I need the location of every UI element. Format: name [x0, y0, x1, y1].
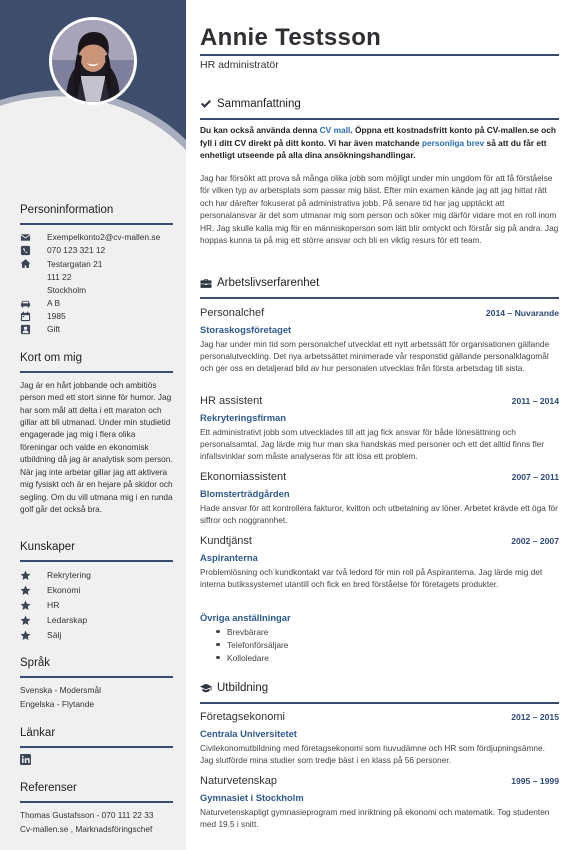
star-icon — [20, 630, 31, 641]
other-jobs-title: Övriga anställningar — [200, 612, 291, 623]
skills-section — [20, 539, 173, 643]
reference-item: Thomas Gustafsson - 070 111 22 33 — [20, 809, 154, 820]
city-row — [20, 283, 173, 296]
personal-info-section — [20, 202, 173, 336]
personliga-brev-link[interactable]: personliga brev — [421, 137, 485, 148]
summary-heading — [200, 96, 559, 120]
education-description: Civilekonomutbildning med företagsekonomi som huvudämne och HR som fördjupningsämne. Jag slutförde mina studier som tredje bäst i en klass på 56 personer. — [200, 742, 545, 765]
languages-section — [20, 655, 173, 712]
birth-year-text: 1985 — [47, 311, 66, 322]
job-entry — [200, 394, 559, 463]
about-text: Jag är en hårt jobbande och ambitiös person med ett stort sinne för humor. Jag har som mål att delta i ett maraton och gillar att bli utmanad. Under min studietid engagerade jag mig i flera olika föreningar och valde en ekonomisk utbildning då jag är analytisk som person. När jag inte arbetar gillar jag att aktivera mig fysiskt och är en hejare på skidor och segling. Om du vill utmana mig i en runda golf går det också bra. — [20, 379, 173, 515]
summary-intro: Du kan också använda denna CV mall. Öppna ett kostnadsfritt konto på CV-mallen.se och fyll i ditt CV direkt på ditt konto. Vi har även matchande personliga brev så att du får ett enhetligt utseende på alla dina ansökningshandlingar. — [200, 125, 557, 161]
education-heading — [200, 680, 559, 704]
skill-item: HR — [20, 598, 173, 613]
job-description: Ett administrativt jobb som utvecklades till att jag fick ansvar för både lönesättning och personalsamtal. Jag lärde mig hur man ska handskas med personer och ett det alltid finns fler infallsvinklar som måste analyseras för att lösa ett problem. — [200, 426, 545, 462]
graduation-cap-icon — [200, 682, 212, 694]
linkedin-icon[interactable] — [20, 754, 31, 765]
briefcase-icon — [200, 277, 212, 289]
language-item: Svenska - Modersmål — [20, 684, 101, 695]
user-icon — [20, 324, 47, 335]
links-title: Länkar — [20, 725, 173, 748]
education-school: Centrala Universitetet — [200, 727, 297, 739]
education-date: 2012 – 2015 — [511, 712, 559, 722]
home-icon — [20, 258, 47, 269]
education-entry — [200, 710, 559, 766]
star-icon — [20, 600, 31, 611]
civil-status-text: Gift — [47, 324, 61, 335]
about-title: Kort om mig — [20, 350, 173, 373]
job-employer: Storaskogsföretaget — [200, 323, 292, 335]
education-description: Naturvetenskapligt gymnasieprogram med inriktning på ekonomi och matematik. Tog studenten med 19.5 i snitt. — [200, 806, 550, 829]
list-item: Brevbärare — [216, 626, 559, 639]
phone-row — [20, 244, 173, 257]
calendar-icon — [20, 311, 47, 322]
other-jobs-list — [216, 626, 559, 665]
phone-text: 070 123 321 12 — [47, 245, 106, 256]
profile-photo — [52, 20, 134, 102]
job-date: 2007 – 2011 — [511, 472, 559, 482]
job-title: Personalchef — [200, 307, 265, 319]
summary-text: Jag har försökt att prova så många olika jobb som möjligt under min ungdom för att få förståelse för vilken typ av arbetsplats som passar mig bäst. Efter min examen kände jag att jag hittat rätt och har därefter fokuserat på administrativa jobb. På senare tid har jag upptäckt att personalansvar är det som utmanar mig som person och söker mig därför vidare mot en roll inom HR. Jag skulle kalla mig för en människoperson som lätt blir omtyckt och förstår sig på andra. Jag hoppas kunna ta på mig ett större ansvar och bli en viktig resurs för ett team. — [200, 173, 559, 246]
skill-item: Ekonomi — [20, 583, 173, 598]
links-section — [20, 725, 173, 765]
birth-year-row — [20, 310, 173, 323]
references-title: Referenser — [20, 780, 173, 803]
job-title: Kundtjänst — [200, 535, 252, 547]
star-icon — [20, 585, 31, 596]
other-jobs — [200, 611, 559, 665]
job-date: 2011 – 2014 — [511, 396, 559, 406]
name-divider — [200, 54, 559, 56]
star-icon — [20, 570, 31, 581]
civil-status-row — [20, 323, 173, 336]
personal-info-title: Personinformation — [20, 202, 173, 225]
job-employer: Blomsterträdgården — [200, 487, 290, 499]
skill-item: Sälj — [20, 628, 173, 643]
email-text[interactable]: Exempelkonto2@cv-mallen.se — [47, 232, 161, 243]
postal-code-text: 111 22 — [47, 271, 72, 282]
languages-title: Språk — [20, 655, 173, 678]
education-date: 1995 – 1999 — [511, 776, 559, 786]
education-title: Utbildning — [217, 682, 269, 694]
license-row — [20, 297, 173, 310]
city-text: Stockholm — [47, 284, 87, 295]
car-icon — [20, 298, 47, 309]
job-title: Ekonomiassistent — [200, 471, 287, 483]
job-date: 2002 – 2007 — [511, 536, 559, 546]
skill-item: Rekrytering — [20, 568, 173, 583]
email-row — [20, 231, 173, 244]
person-name: Annie Testsson — [200, 24, 382, 51]
avatar — [49, 17, 137, 105]
list-item: Kolloledare — [216, 652, 559, 665]
checkmark-icon — [200, 98, 212, 110]
education-school: Gymnasiet i Stockholm — [200, 791, 304, 803]
skill-item: Ledarskap — [20, 613, 173, 628]
cv-mall-link[interactable]: CV mall — [319, 125, 351, 135]
job-title: HR assistent — [200, 395, 263, 407]
about-section — [20, 350, 173, 515]
skills-title: Kunskaper — [20, 539, 173, 562]
job-role: HR administratör — [200, 59, 279, 71]
experience-heading — [200, 275, 559, 299]
job-entry — [200, 306, 559, 375]
job-employer: Aspiranterna — [200, 551, 258, 563]
job-entry — [200, 534, 559, 590]
references-section — [20, 780, 173, 837]
summary-title: Sammanfattning — [217, 98, 301, 110]
street-text: Testargatan 21 — [47, 258, 103, 269]
list-item: Telefonförsäljare — [216, 639, 559, 652]
job-employer: Rekryteringsfirman — [200, 411, 286, 423]
address-row — [20, 257, 173, 270]
education-entry — [200, 774, 559, 830]
job-description: Problemlösning och kundkontakt var två ledord för min roll på Aspiranterna. Jag lärde mig det interna butikssystemet utantill och fick en bred förståelse för företagets produkter. — [200, 566, 543, 589]
license-text: A B — [47, 298, 61, 309]
postal-row — [20, 270, 173, 283]
phone-icon — [20, 245, 47, 256]
reference-item: Cv-mallen.se , Marknadsföringschef — [20, 823, 153, 834]
experience-title: Arbetslivserfarenhet — [217, 277, 320, 289]
job-description: Hade ansvar för att kontrollera fakturor, kvitton och utbetalning av löner. Arbetet krävde ett öga för siffror och noggrannhet. — [200, 502, 558, 525]
language-item: Engelska - Flytande — [20, 698, 95, 709]
job-date: 2014 – Nuvarande — [485, 308, 559, 318]
star-icon — [20, 615, 31, 626]
job-description: Jag har under min tid som personalchef utvecklat ett nytt arbetssätt för organisationen gällande personalutveckling. Det nya arbetssättet minimerade vår responstid gällande personalklagomål och ger oss en detaljerad bild av hur personalen utvecklas från första arbetsdag till sista. — [200, 338, 550, 374]
sidebar — [0, 0, 186, 850]
education-title: Naturvetenskap — [200, 775, 278, 787]
envelope-icon — [20, 232, 47, 243]
job-entry — [200, 470, 559, 526]
education-title: Företagsekonomi — [200, 711, 285, 723]
